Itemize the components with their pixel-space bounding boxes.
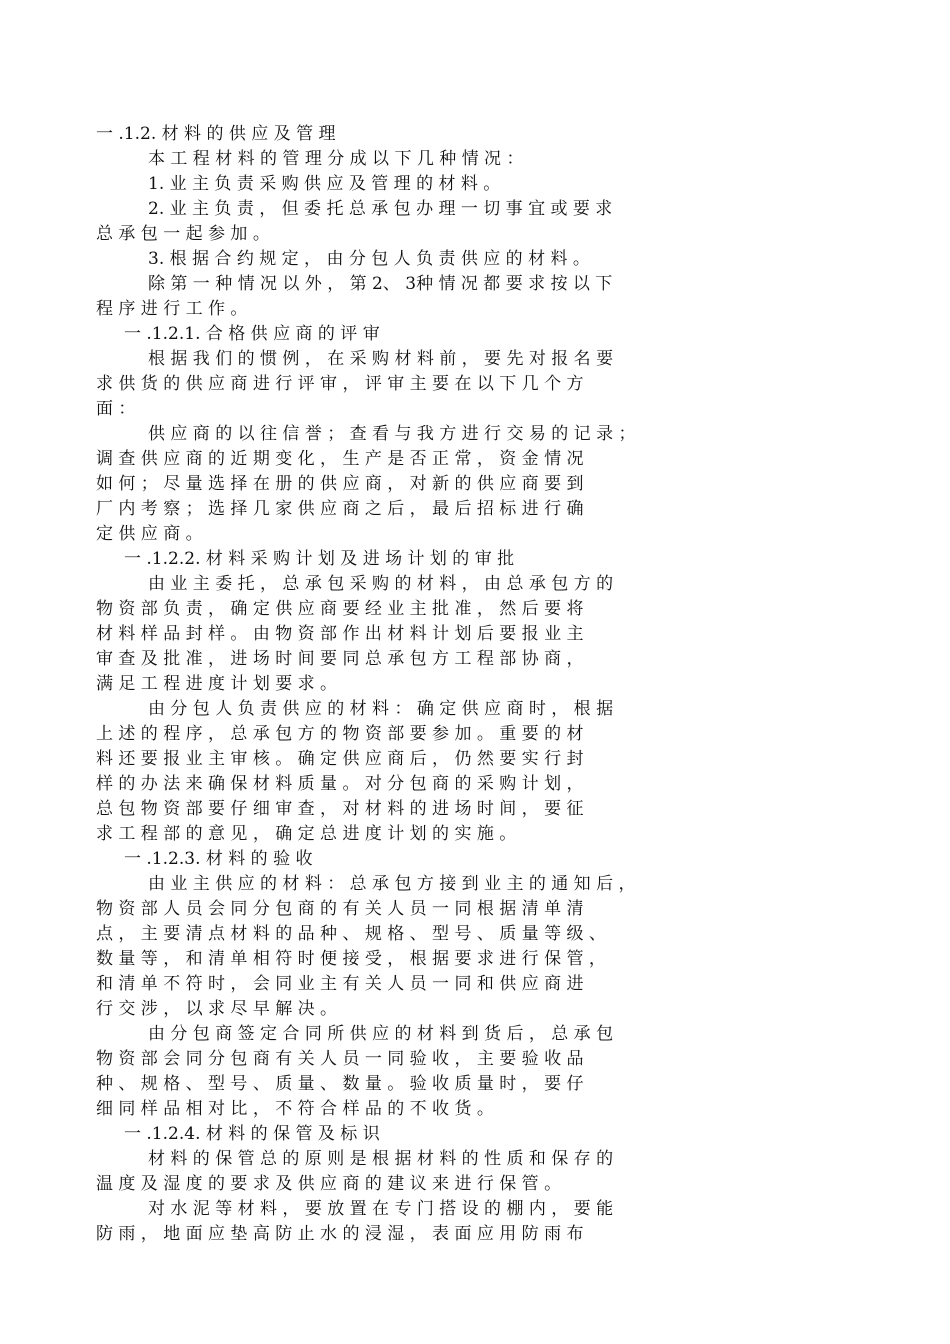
paragraph-line: 除 第 一 种 情 况 以 外 ， 第 2、 3种 情 况 都 要 求 按 以 下: [148, 274, 613, 294]
paragraph-line: 供 应 商 的 以 往 信 誉 ； 查 看 与 我 方 进 行 交 易 的 记 录 ；: [148, 424, 636, 444]
paragraph-line: 细 同 样 品 相 对 比 ， 不 符 合 样 品 的 不 收 货 。: [96, 1099, 494, 1119]
subsection-heading: 一 .1.2.4. 材 料 的 保 管 及 标 识: [124, 1124, 380, 1144]
paragraph-line: 面 ：: [96, 399, 136, 419]
list-item: 2. 业 主 负 责 ， 但 委 托 总 承 包 办 理 一 切 事 宜 或 要 求: [148, 199, 613, 219]
paragraph-line: 点 ， 主 要 清 点 材 料 的 品 种 、 规 格 、 型 号 、 质 量 等 级 、: [96, 924, 606, 944]
paragraph-line: 温 度 及 湿 度 的 要 求 及 供 应 商 的 建 议 来 进 行 保 管 。: [96, 1174, 562, 1194]
paragraph-line: 物 资 部 会 同 分 包 商 有 关 人 员 一 同 验 收 ， 主 要 验 收 品: [96, 1049, 584, 1069]
paragraph-line: 定 供 应 商 。: [96, 524, 203, 544]
section-heading: 一 .1.2. 材 料 的 供 应 及 管 理: [96, 124, 336, 144]
paragraph-line: 由 业 主 供 应 的 材 料 ： 总 承 包 方 接 到 业 主 的 通 知 后 ，: [148, 874, 636, 894]
paragraph-line: 调 查 供 应 商 的 近 期 变 化 ， 生 产 是 否 正 常 ， 资 金 情 况: [96, 449, 584, 469]
paragraph-line: 如 何 ； 尽 量 选 择 在 册 的 供 应 商 ， 对 新 的 供 应 商 要 到: [96, 474, 584, 494]
paragraph-line: 厂 内 考 察 ； 选 择 几 家 供 应 商 之 后 ， 最 后 招 标 进 行 确: [96, 499, 584, 519]
paragraph-line: 样 的 办 法 来 确 保 材 料 质 量 。 对 分 包 商 的 采 购 计 划 ，: [96, 774, 584, 794]
paragraph-line: 数 量 等 ， 和 清 单 相 符 时 便 接 受 ， 根 据 要 求 进 行 保 管 ，: [96, 949, 606, 969]
paragraph-line: 上 述 的 程 序 ， 总 承 包 方 的 物 资 部 要 参 加 。 重 要 的 材: [96, 724, 584, 744]
paragraph-line: 由 分 包 人 负 责 供 应 的 材 料 ： 确 定 供 应 商 时 ， 根 据: [148, 699, 614, 719]
subsection-heading: 一 .1.2.2. 材 料 采 购 计 划 及 进 场 计 划 的 审 批: [124, 549, 515, 569]
paragraph-line: 由 业 主 委 托 ， 总 承 包 采 购 的 材 料 ， 由 总 承 包 方 的: [148, 574, 614, 594]
paragraph-line: 防 雨 ， 地 面 应 垫 高 防 止 水 的 浸 湿 ， 表 面 应 用 防 雨 布: [96, 1224, 584, 1244]
paragraph-line: 审 查 及 批 准 ， 进 场 时 间 要 同 总 承 包 方 工 程 部 协 商 ，: [96, 649, 584, 669]
paragraph-line: 种 、 规 格 、 型 号 、 质 量 、 数 量 。 验 收 质 量 时 ， 要 仔: [96, 1074, 584, 1094]
paragraph-line: 和 清 单 不 符 时 ， 会 同 业 主 有 关 人 员 一 同 和 供 应 商 进: [96, 974, 584, 994]
paragraph-line: 物 资 部 人 员 会 同 分 包 商 的 有 关 人 员 一 同 根 据 清 单 清: [96, 899, 584, 919]
paragraph-line: 程 序 进 行 工 作 。: [96, 299, 248, 319]
list-item: 3. 根 据 合 约 规 定 ， 由 分 包 人 负 责 供 应 的 材 料 。: [148, 249, 590, 269]
list-item: 1. 业 主 负 责 采 购 供 应 及 管 理 的 材 料 。: [148, 174, 501, 194]
paragraph-line: 总 包 物 资 部 要 仔 细 审 查 ， 对 材 料 的 进 场 时 间 ， 要 征: [96, 799, 584, 819]
list-item-continuation: 总 承 包 一 起 参 加 。: [96, 224, 270, 244]
paragraph-line: 料 还 要 报 业 主 审 核 。 确 定 供 应 商 后 ， 仍 然 要 实 行 封: [96, 749, 584, 769]
paragraph-line: 根 据 我 们 的 惯 例 ， 在 采 购 材 料 前 ， 要 先 对 报 名 要: [148, 349, 614, 369]
paragraph-line: 求 工 程 部 的 意 见 ， 确 定 总 进 度 计 划 的 实 施 。: [96, 824, 517, 844]
subsection-heading: 一 .1.2.3. 材 料 的 验 收: [124, 849, 313, 869]
paragraph-line: 本 工 程 材 料 的 管 理 分 成 以 下 几 种 情 况 ：: [148, 149, 524, 169]
paragraph-line: 物 资 部 负 责 ， 确 定 供 应 商 要 经 业 主 批 准 ， 然 后 要 将: [96, 599, 584, 619]
paragraph-line: 行 交 涉 ， 以 求 尽 早 解 决 。: [96, 999, 338, 1019]
paragraph-line: 对 水 泥 等 材 料 ， 要 放 置 在 专 门 搭 设 的 棚 内 ， 要 能: [148, 1199, 614, 1219]
paragraph-line: 求 供 货 的 供 应 商 进 行 评 审 ， 评 审 主 要 在 以 下 几 个 方: [96, 374, 584, 394]
paragraph-line: 满 足 工 程 进 度 计 划 要 求 。: [96, 674, 338, 694]
paragraph-line: 材 料 的 保 管 总 的 原 则 是 根 据 材 料 的 性 质 和 保 存 的: [148, 1149, 614, 1169]
subsection-heading: 一 .1.2.1. 合 格 供 应 商 的 评 审: [124, 324, 380, 344]
paragraph-line: 材 料 样 品 封 样 。 由 物 资 部 作 出 材 料 计 划 后 要 报 业 主: [96, 624, 584, 644]
paragraph-line: 由 分 包 商 签 定 合 同 所 供 应 的 材 料 到 货 后 ， 总 承 包: [148, 1024, 614, 1044]
